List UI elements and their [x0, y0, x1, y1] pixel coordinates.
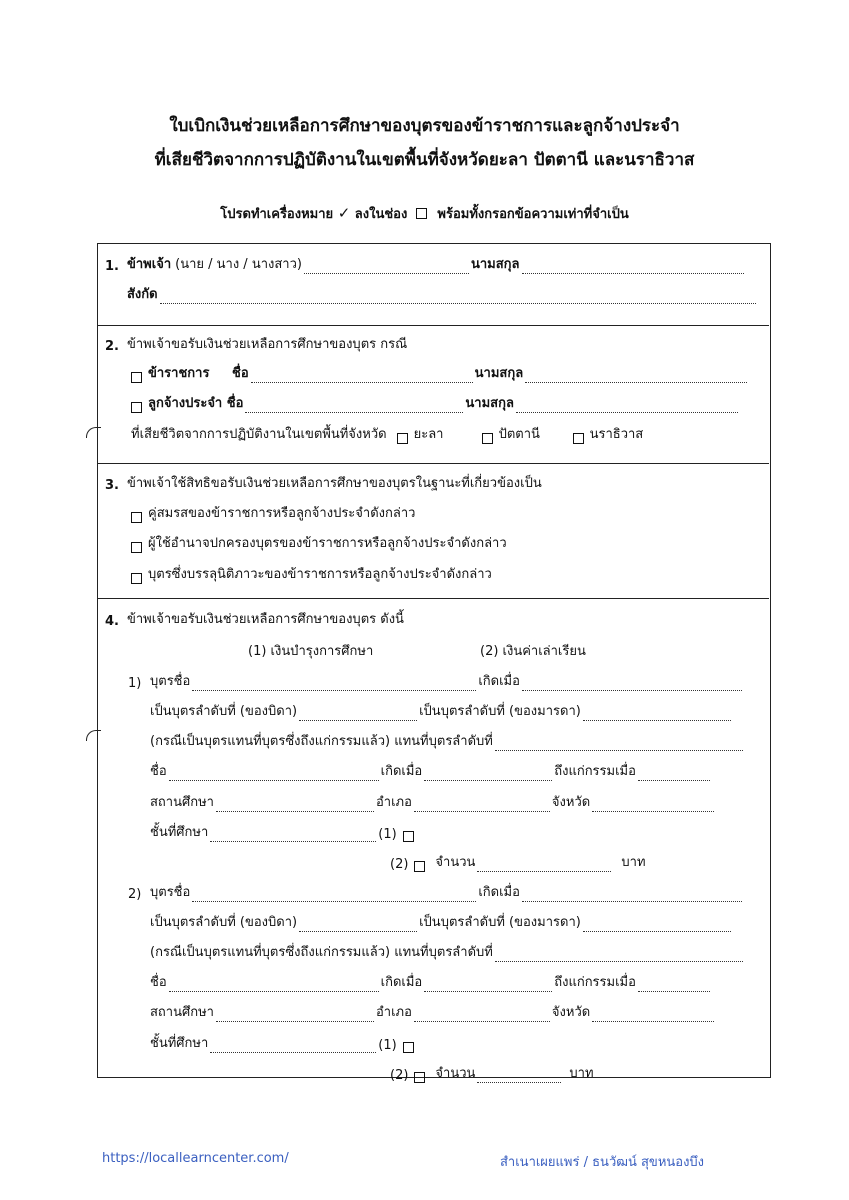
child1-district-field[interactable]: [414, 797, 550, 812]
type2-label: (2) เงินค่าเล่าเรียน: [480, 644, 586, 659]
child2-school-field[interactable]: [216, 1007, 374, 1022]
child1-grade-row: [150, 821, 420, 842]
section3-intro-row: [105, 472, 542, 493]
permanent-employee-surname-field[interactable]: [516, 398, 738, 413]
child2-order-father-label: เป็นบุตรลำดับที่ (ของบิดา): [150, 915, 298, 930]
child1-order-mother-field[interactable]: [583, 706, 731, 721]
civil-servant-name-label: ชื่อ: [232, 366, 249, 381]
section1-affiliation-row: [127, 283, 758, 304]
yala-checkbox[interactable]: [397, 433, 408, 444]
section4-number: 4.: [105, 614, 119, 629]
child1-school-label: สถานศึกษา: [150, 795, 214, 810]
child2-died-field[interactable]: [638, 977, 710, 992]
child1-opt1-label: (1): [378, 827, 397, 842]
section4-intro-row: [105, 608, 404, 629]
child1-deceased-name-label: ชื่อ: [150, 764, 167, 779]
binding-mark-top: [86, 427, 101, 438]
civil-servant-surname-label: นามสกุล: [474, 366, 524, 381]
civil-servant-checkbox[interactable]: [131, 372, 142, 383]
section2-intro: ข้าพเจ้าขอรับเงินช่วยเหลือการศึกษาของบุตร กรณี: [127, 337, 408, 352]
died-text: ที่เสียชีวิตจากการปฏิบัติงานในเขตพื้นที่จังหวัด: [131, 427, 387, 442]
child2-died-label: ถึงแก่กรรมเมื่อ: [554, 975, 636, 990]
child1-name-field[interactable]: [192, 676, 476, 691]
child1-order-row: [150, 700, 733, 721]
adult-child-checkbox[interactable]: [131, 573, 142, 584]
surname-label: นามสกุล: [470, 257, 520, 272]
child2-grade-field[interactable]: [210, 1038, 376, 1053]
section1-name-row: [105, 253, 746, 274]
affiliation-field[interactable]: [160, 289, 756, 304]
section1-label: ข้าพเจ้า: [127, 257, 172, 272]
child2-opt2-label: (2): [390, 1068, 409, 1083]
permanent-employee-checkbox[interactable]: [131, 402, 142, 413]
guardian-checkbox[interactable]: [131, 542, 142, 553]
guardian-label: ผู้ใช้อำนาจปกครองบุตรของข้าราชการหรือลูกจ้างประจำดังกล่าว: [148, 536, 507, 551]
child1-amount-label: จำนวน: [435, 855, 476, 870]
form-title-line2: ที่เสียชีวิตจากการปฏิบัติงานในเขตพื้นที่จังหวัดยะลา ปัตตานี และนราธิวาส: [154, 150, 695, 170]
child2-opt2-checkbox[interactable]: [414, 1072, 425, 1083]
narathiwat-checkbox[interactable]: [573, 433, 584, 444]
section2-number: 2.: [105, 339, 119, 354]
civil-servant-label: ข้าราชการ: [148, 366, 210, 381]
child2-born-label: เกิดเมื่อ: [478, 885, 520, 900]
child2-amount-row: [390, 1062, 594, 1083]
checkmark-icon: ✓: [337, 204, 351, 222]
yala-label: ยะลา: [413, 427, 444, 442]
child2-order-row: [150, 911, 733, 932]
permanent-employee-row: [131, 392, 740, 413]
spouse-label: คู่สมรสของข้าราชการหรือลูกจ้างประจำดังกล่าว: [148, 506, 416, 521]
child2-school-label: สถานศึกษา: [150, 1005, 214, 1020]
child2-district-label: อำเภอ: [375, 1005, 412, 1020]
guardian-option: [131, 532, 507, 553]
checkbox-icon: [416, 208, 427, 219]
affiliation-label: สังกัด: [127, 287, 158, 302]
child1-deceased-name-field[interactable]: [169, 766, 379, 781]
child1-grade-field[interactable]: [210, 827, 376, 842]
child1-opt1-checkbox[interactable]: [403, 831, 414, 842]
child2-order-mother-label: เป็นบุตรลำดับที่ (ของมารดา): [419, 915, 581, 930]
child2-baht-label: บาท: [569, 1066, 594, 1081]
instruction: [0, 203, 849, 224]
pattani-checkbox[interactable]: [482, 433, 493, 444]
civil-servant-surname-field[interactable]: [525, 368, 747, 383]
spouse-option: [131, 502, 415, 523]
child1-replace-field[interactable]: [495, 736, 743, 751]
child1-opt2-checkbox[interactable]: [414, 861, 425, 872]
province-row: [131, 423, 643, 444]
child2-name-row: [128, 881, 744, 902]
child1-died-field[interactable]: [638, 766, 710, 781]
child1-amount-row: [390, 851, 646, 872]
footer-credit: สำเนาเผยแพร่ / ธนวัฒน์ สุขหนองบึง: [500, 1155, 705, 1170]
section4-intro: ข้าพเจ้าขอรับเงินช่วยเหลือการศึกษาของบุตร ดังนี้: [127, 612, 404, 627]
child1-born-field[interactable]: [522, 676, 742, 691]
child1-order-father-label: เป็นบุตรลำดับที่ (ของบิดา): [150, 704, 298, 719]
section-divider-3: [98, 598, 769, 599]
section-divider-1: [98, 325, 769, 326]
section-divider-2: [98, 463, 769, 464]
child2-district-field[interactable]: [414, 1007, 550, 1022]
surname-field[interactable]: [522, 259, 744, 274]
section2-intro-row: [105, 333, 407, 354]
name-field[interactable]: [304, 259, 469, 274]
child2-grade-label: ชั้นที่ศึกษา: [150, 1036, 209, 1051]
child1-deceased-born-field[interactable]: [424, 766, 552, 781]
child2-deceased-row: [150, 971, 712, 992]
child1-name-label: บุตรชื่อ: [150, 674, 191, 689]
child1-opt2-label: (2): [390, 857, 409, 872]
child2-school-row: [150, 1001, 716, 1022]
child1-order-mother-label: เป็นบุตรลำดับที่ (ของมารดา): [419, 704, 581, 719]
child2-deceased-name-label: ชื่อ: [150, 975, 167, 990]
civil-servant-row: [131, 362, 749, 383]
section3-number: 3.: [105, 478, 119, 493]
child1-born-label: เกิดเมื่อ: [478, 674, 520, 689]
child2-order-mother-field[interactable]: [583, 917, 731, 932]
child2-opt1-checkbox[interactable]: [403, 1042, 414, 1053]
child2-province-label: จังหวัด: [551, 1005, 591, 1020]
child1-grade-label: ชั้นที่ศึกษา: [150, 825, 209, 840]
child1-amount-field[interactable]: [477, 857, 611, 872]
child1-deceased-born-label: เกิดเมื่อ: [380, 764, 423, 779]
child1-district-label: อำเภอ: [375, 795, 412, 810]
child1-replace-label: (กรณีเป็นบุตรแทนที่บุตรซึ่งถึงแก่กรรมแล้ว) แทนที่บุตรลำดับที่: [150, 734, 493, 749]
child1-died-label: ถึงแก่กรรมเมื่อ: [554, 764, 636, 779]
adult-child-option: [131, 563, 492, 584]
section1-number: 1.: [105, 259, 119, 274]
instruction-mid: ลงในช่อง: [354, 207, 408, 222]
instruction-pre: โปรดทำเครื่องหมาย: [220, 207, 334, 222]
child2-order-father-field[interactable]: [299, 917, 417, 932]
child2-amount-label: จำนวน: [435, 1066, 476, 1081]
footer-url[interactable]: https://locallearncenter.com/: [102, 1151, 289, 1166]
permanent-employee-label: ลูกจ้างประจำ ชื่อ: [148, 396, 244, 411]
child2-born-field[interactable]: [522, 887, 742, 902]
child1-index: 1): [128, 676, 142, 691]
child2-replace-row: [150, 941, 745, 962]
child2-opt1-label: (1): [378, 1038, 397, 1053]
binding-mark-bottom: [86, 730, 101, 741]
form-title-line1: ใบเบิกเงินช่วยเหลือการศึกษาของบุตรของข้าราชการและลูกจ้างประจำ: [169, 116, 680, 136]
pattani-label: ปัตตานี: [498, 427, 540, 442]
child1-order-father-field[interactable]: [299, 706, 417, 721]
child2-replace-field[interactable]: [495, 947, 743, 962]
instruction-post: พร้อมทั้งกรอกข้อความเท่าที่จำเป็น: [437, 207, 629, 222]
child2-amount-field[interactable]: [477, 1068, 561, 1083]
child2-grade-row: [150, 1032, 420, 1053]
child1-baht-label: บาท: [621, 855, 646, 870]
child1-deceased-row: [150, 760, 712, 781]
child2-index: 2): [128, 887, 142, 902]
section3-intro: ข้าพเจ้าใช้สิทธิขอรับเงินช่วยเหลือการศึกษาของบุตรในฐานะที่เกี่ยวข้องเป็น: [127, 476, 542, 491]
child2-province-field[interactable]: [592, 1007, 714, 1022]
child2-replace-label: (กรณีเป็นบุตรแทนที่บุตรซึ่งถึงแก่กรรมแล้ว) แทนที่บุตรลำดับที่: [150, 945, 493, 960]
child1-school-field[interactable]: [216, 797, 374, 812]
child2-name-field[interactable]: [192, 887, 476, 902]
civil-servant-name-field[interactable]: [251, 368, 473, 383]
child1-province-label: จังหวัด: [551, 795, 591, 810]
narathiwat-label: นราธิวาส: [589, 427, 644, 442]
adult-child-label: บุตรซึ่งบรรลุนิติภาวะของข้าราชการหรือลูกจ้างประจำดังกล่าว: [148, 567, 492, 582]
child1-name-row: [128, 670, 744, 691]
child2-deceased-name-field[interactable]: [169, 977, 379, 992]
child2-deceased-born-label: เกิดเมื่อ: [380, 975, 423, 990]
type1-label: (1) เงินบำรุงการศึกษา: [248, 644, 374, 659]
child1-school-row: [150, 791, 716, 812]
child2-deceased-born-field[interactable]: [424, 977, 552, 992]
permanent-employee-surname-label: นามสกุล: [465, 396, 514, 411]
child2-name-label: บุตรชื่อ: [150, 885, 191, 900]
child1-replace-row: [150, 730, 745, 751]
title-options: (นาย / นาง / นางสาว): [175, 257, 302, 272]
permanent-employee-name-field[interactable]: [245, 398, 463, 413]
spouse-checkbox[interactable]: [131, 512, 142, 523]
child1-province-field[interactable]: [592, 797, 714, 812]
